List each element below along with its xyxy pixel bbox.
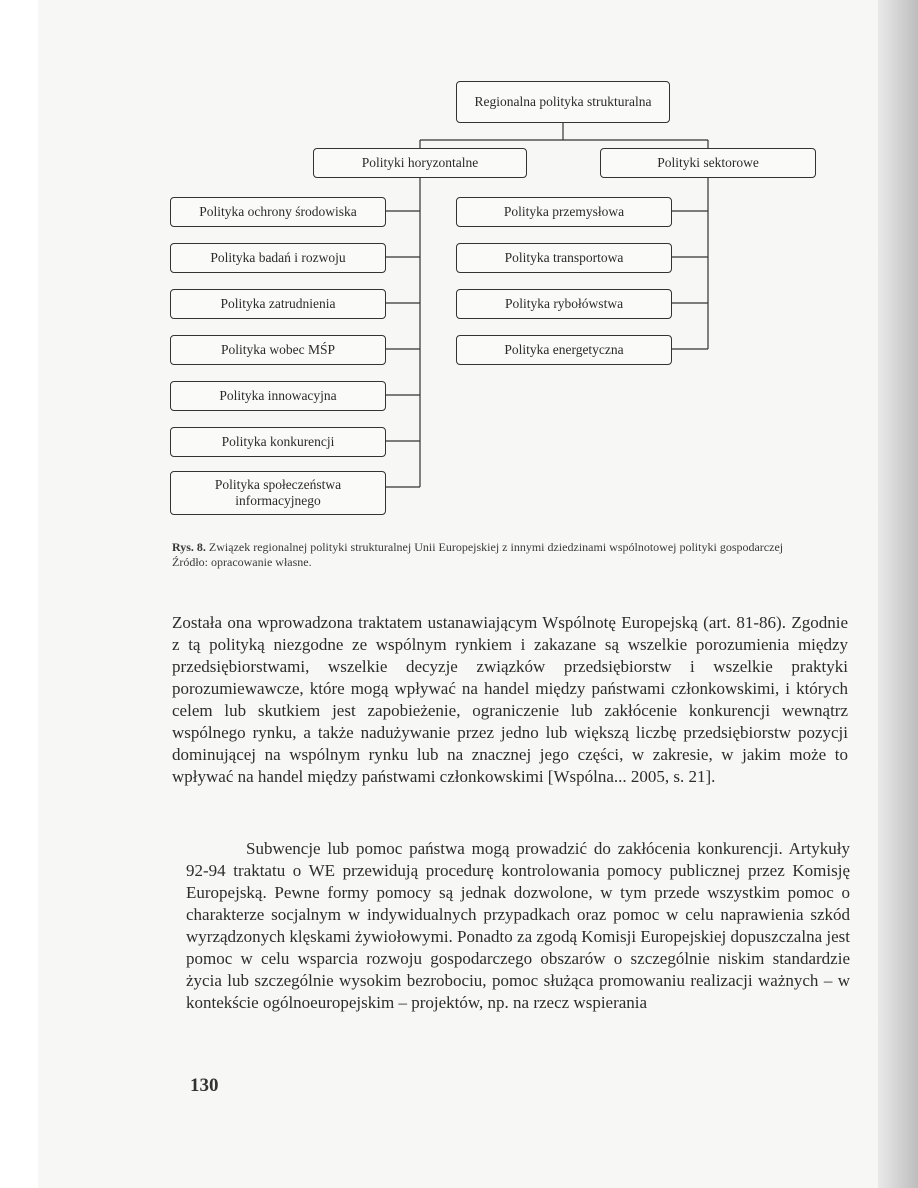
- horizontal-item-box: [170, 197, 386, 227]
- horizontal-item-box: [170, 471, 386, 515]
- horizontal-item-box: [170, 289, 386, 319]
- caption-label: Rys. 8.: [172, 540, 206, 554]
- sectoral-item-label: Polityka rybołówstwa: [504, 296, 624, 311]
- paragraph-text: Została ona wprowadzona traktatem ustanawiającym Wspólnotę Europejską (art. 81-86). Zgodnie z tą polityką niezgodne ze wspólnym rynkiem i zakazane są wszelkie porozumienia między przedsiębiorstwami, wszelkie decyzje związków przedsiębiorstw i wszelkie praktyki porozumiewawcze, które mogą wpływać na handel między państwami członkowskimi, i których celem lub skutkiem jest zapobieżenie, ograniczenie lub zakłócenie konkurencji wewnątrz wspólnego rynku, a także nadużywanie przez jedno lub większą liczbę przedsiębiorstw pozycji dominującej na wspólnym rynku lub na znacznej jego części, w zakresie, w jakim może to wpływać na handel między państwami członkowskimi [Wspólna... 2005, s. 21].: [172, 613, 848, 786]
- sectoral-policies-label: Polityki sektorowe: [657, 155, 759, 170]
- horizontal-item-label: Polityka konkurencji: [221, 434, 335, 449]
- caption-source: Źródło: opracowanie własne.: [172, 555, 312, 569]
- figure-caption: [172, 540, 812, 570]
- sectoral-item-box: [456, 197, 672, 227]
- sectoral-item-label: Polityka przemysłowa: [503, 204, 625, 219]
- horizontal-item-label: Polityka badań i rozwoju: [210, 250, 346, 265]
- sectoral-policies-box: [600, 148, 816, 178]
- sectoral-item-box: [456, 243, 672, 273]
- horizontal-item-box: [170, 427, 386, 457]
- sectoral-item-label: Polityka transportowa: [504, 250, 624, 265]
- horizontal-policies-label: Polityki horyzontalne: [361, 155, 479, 170]
- horizontal-policies-box: [313, 148, 527, 178]
- horizontal-item-box: [170, 335, 386, 365]
- body-paragraph-2: [186, 838, 850, 1014]
- sectoral-item-label: Polityka energetyczna: [504, 342, 624, 357]
- root-box: [456, 81, 670, 123]
- horizontal-item-label: Polityka innowacyjna: [219, 388, 337, 403]
- sectoral-item-box: [456, 289, 672, 319]
- root-label: Regionalna polityka strukturalna: [474, 94, 652, 109]
- page-number: 130: [190, 1075, 219, 1096]
- structure-diagram: [0, 0, 918, 530]
- horizontal-item-box: [170, 381, 386, 411]
- sectoral-item-box: [456, 335, 672, 365]
- body-paragraph-1: [172, 612, 848, 788]
- horizontal-item-label: Polityka zatrudnienia: [220, 296, 336, 311]
- horizontal-item-label: Polityka ochrony środowiska: [199, 204, 357, 219]
- paragraph-text: Subwencje lub pomoc państwa mogą prowadzić do zakłócenia konkurencji. Artykuły 92-94 traktatu o WE przewidują procedurę kontrolowania pomocy publicznej przez Komisję Europejską. Pewne formy pomocy są jednak dozwolone, w tym przede wszystkim pomoc o charakterze socjalnym w indywidualnych przypadkach oraz pomoc w celu naprawienia szkód wyrządzonych klęskami żywiołowymi. Ponadto za zgodą Komisji Europejskiej dopuszczalna jest pomoc w celu wsparcia rozwoju gospodarczego obszarów o szczególnie niskim standardzie życia lub szczególnie wysokim bezrobociu, pomoc służąca promowaniu realizacji ważnych – w kontekście ogólnoeuropejskim – projektów, np. na rzecz wspierania: [186, 839, 850, 1012]
- horizontal-item-label: Polityka wobec MŚP: [220, 342, 335, 357]
- horizontal-item-label: Polityka społeczeństwa informacyjnego: [214, 477, 342, 508]
- horizontal-item-box: [170, 243, 386, 273]
- caption-title: Związek regionalnej polityki strukturalnej Unii Europejskiej z innymi dziedzinami wspólnotowej polityki gospodarczej: [208, 540, 784, 554]
